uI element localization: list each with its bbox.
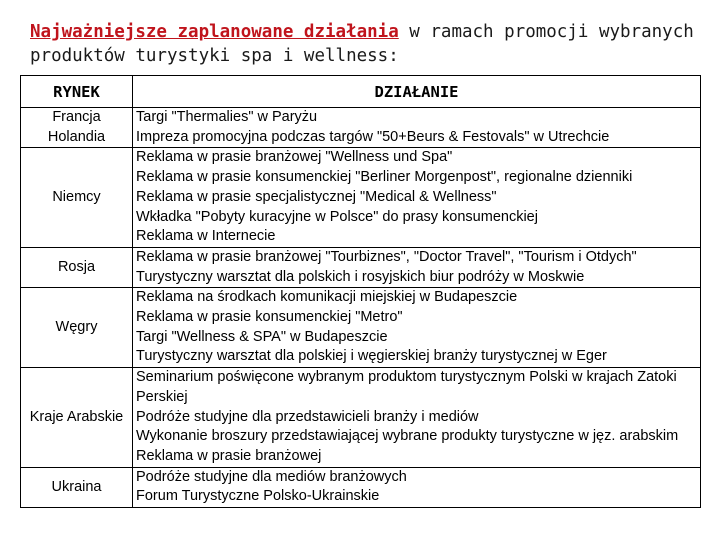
action-line: Forum Turystyczne Polsko-Ukrainskie: [136, 488, 380, 505]
title-rest: w ramach promocji wybranych produktów turystyki spa i wellness:: [30, 22, 694, 66]
action-line: Podróże studyjne dla mediów branżowych: [136, 468, 407, 485]
market-cell: Niemcy: [21, 148, 133, 248]
action-line: Reklama w prasie branżowej "Tourbiznes", "Doctor Travel", "Tourism i Otdych": [136, 248, 637, 265]
slide-title: [30, 20, 710, 68]
action-line: Reklama w prasie konsumenckiej "Metro": [136, 309, 403, 326]
market-label: Francja: [52, 109, 101, 125]
header-action: DZIAŁANIE: [133, 76, 701, 108]
market-cell: Kraje Arabskie: [21, 368, 133, 468]
action-line: Wykonanie broszury przedstawiającej wybrane produkty turystyczne w jęz. arabskim: [136, 428, 679, 445]
action-line: Targi "Wellness & SPA" w Budapeszcie: [136, 328, 388, 345]
table-row: [21, 288, 701, 368]
actions-table: [20, 75, 701, 508]
action-line: Reklama w prasie branżowej "Wellness und Spa": [136, 149, 453, 166]
table-row: [21, 368, 701, 468]
table-row: [21, 148, 701, 248]
table-header-row: [21, 76, 701, 108]
market-cell: Węgry: [21, 288, 133, 368]
market-cell: Rosja: [21, 247, 133, 287]
action-line: Reklama w prasie branżowej: [136, 447, 322, 464]
action-cell: [133, 467, 701, 507]
action-line: Wkładka "Pobyty kuracyjne w Polsce" do prasy konsumenckiej: [136, 208, 538, 225]
market-cell: Ukraina: [21, 467, 133, 507]
action-line: Impreza promocyjna podczas targów "50+Beurs & Festovals" w Utrechcie: [136, 128, 610, 145]
action-line: Seminarium poświęcone wybranym produktom turystycznym Polski w krajach Zatoki Perskiej: [136, 369, 677, 405]
action-line: Targi "Thermalies" w Paryżu: [136, 109, 318, 125]
table-row: [21, 467, 701, 507]
action-line: Turystyczny warsztat dla polskich i rosyjskich biur podróży w Moskwie: [136, 268, 585, 285]
header-market: RYNEK: [21, 76, 133, 108]
action-line: Podróże studyjne dla przedstawicieli branży i mediów: [136, 408, 479, 425]
action-cell: [133, 148, 701, 248]
action-cell: [133, 247, 701, 287]
action-line: Reklama na środkach komunikacji miejskiej w Budapeszcie: [136, 289, 518, 306]
action-line: Reklama w Internecie: [136, 228, 276, 245]
action-line: Reklama w prasie specjalistycznej "Medical & Wellness": [136, 188, 497, 205]
title-highlight: Najważniejsze zaplanowane działania: [30, 22, 399, 42]
action-line: Reklama w prasie konsumenckiej "Berliner Morgenpost", regionalne dzienniki: [136, 169, 633, 186]
action-cell: [133, 288, 701, 368]
action-line: Turystyczny warsztat dla polskiej i węgierskiej branży turystycznej w Eger: [136, 348, 607, 365]
action-cell: [133, 368, 701, 468]
table-row: [21, 108, 701, 148]
market-label: Holandia: [47, 128, 106, 145]
action-cell: [133, 108, 701, 148]
market-cell: [21, 108, 133, 148]
table-row: [21, 247, 701, 287]
